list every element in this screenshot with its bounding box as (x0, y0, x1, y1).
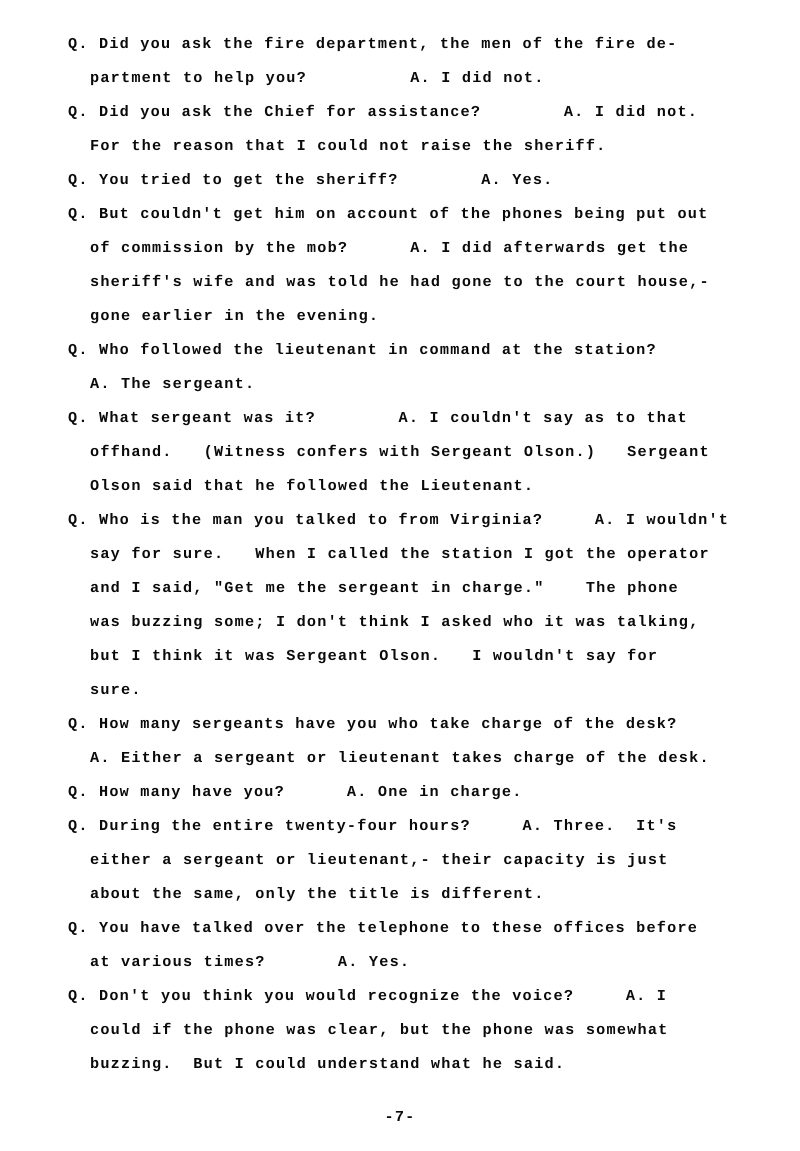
transcript-line: sheriff's wife and was told he had gone to the court house,- (90, 273, 710, 291)
transcript-line: partment to help you? A. I did not. (90, 69, 545, 87)
transcript-line: was buzzing some; I don't think I asked who it was talking, (90, 613, 700, 631)
transcript-line: Q. You have talked over the telephone to these offices before (68, 919, 699, 937)
transcript-line: at various times? A. Yes. (90, 953, 411, 971)
transcript-line: buzzing. But I could understand what he said. (90, 1055, 566, 1073)
transcript-line: of commission by the mob? A. I did afterwards get the (90, 239, 690, 257)
transcript-line: Q. But couldn't get him on account of the phones being put out (68, 205, 709, 223)
transcript-line: gone earlier in the evening. (90, 307, 380, 325)
transcript-line: either a sergeant or lieutenant,- their capacity is just (90, 851, 669, 869)
transcript-line: For the reason that I could not raise the sheriff. (90, 137, 607, 155)
page-number: -7- (384, 1108, 416, 1126)
transcript-line: Q. How many have you? A. One in charge. (68, 783, 523, 801)
transcript-line: and I said, "Get me the sergeant in charge." The phone (90, 579, 679, 597)
transcript-line: Q. You tried to get the sheriff? A. Yes. (68, 171, 554, 189)
transcript-line: A. Either a sergeant or lieutenant takes charge of the desk. (90, 749, 710, 767)
transcript-line: say for sure. When I called the station I got the operator (90, 545, 710, 563)
transcript-text-block (68, 27, 780, 1081)
transcript-line: Q. How many sergeants have you who take charge of the desk? (68, 715, 678, 733)
transcript-line: could if the phone was clear, but the phone was somewhat (90, 1021, 669, 1039)
transcript-line: about the same, only the title is different. (90, 885, 545, 903)
transcript-line: Olson said that he followed the Lieutenant. (90, 477, 535, 495)
transcript-line: Q. Did you ask the fire department, the men of the fire de- (68, 35, 678, 53)
transcript-line: offhand. (Witness confers with Sergeant Olson.) Sergeant (90, 443, 710, 461)
transcript-line: Q. During the entire twenty-four hours? A. Three. It's (68, 817, 678, 835)
transcript-line: Q. Don't you think you would recognize the voice? A. I (68, 987, 668, 1005)
transcript-line: A. The sergeant. (90, 375, 256, 393)
transcript-line: Q. Who followed the lieutenant in command at the station? (68, 341, 657, 359)
transcript-line: Q. Who is the man you talked to from Virginia? A. I wouldn't (68, 511, 730, 529)
transcript-line: but I think it was Sergeant Olson. I wouldn't say for (90, 647, 659, 665)
transcript-line: Q. Did you ask the Chief for assistance? A. I did not. (68, 103, 699, 121)
transcript-line: Q. What sergeant was it? A. I couldn't say as to that (68, 409, 688, 427)
transcript-line: sure. (90, 681, 142, 699)
